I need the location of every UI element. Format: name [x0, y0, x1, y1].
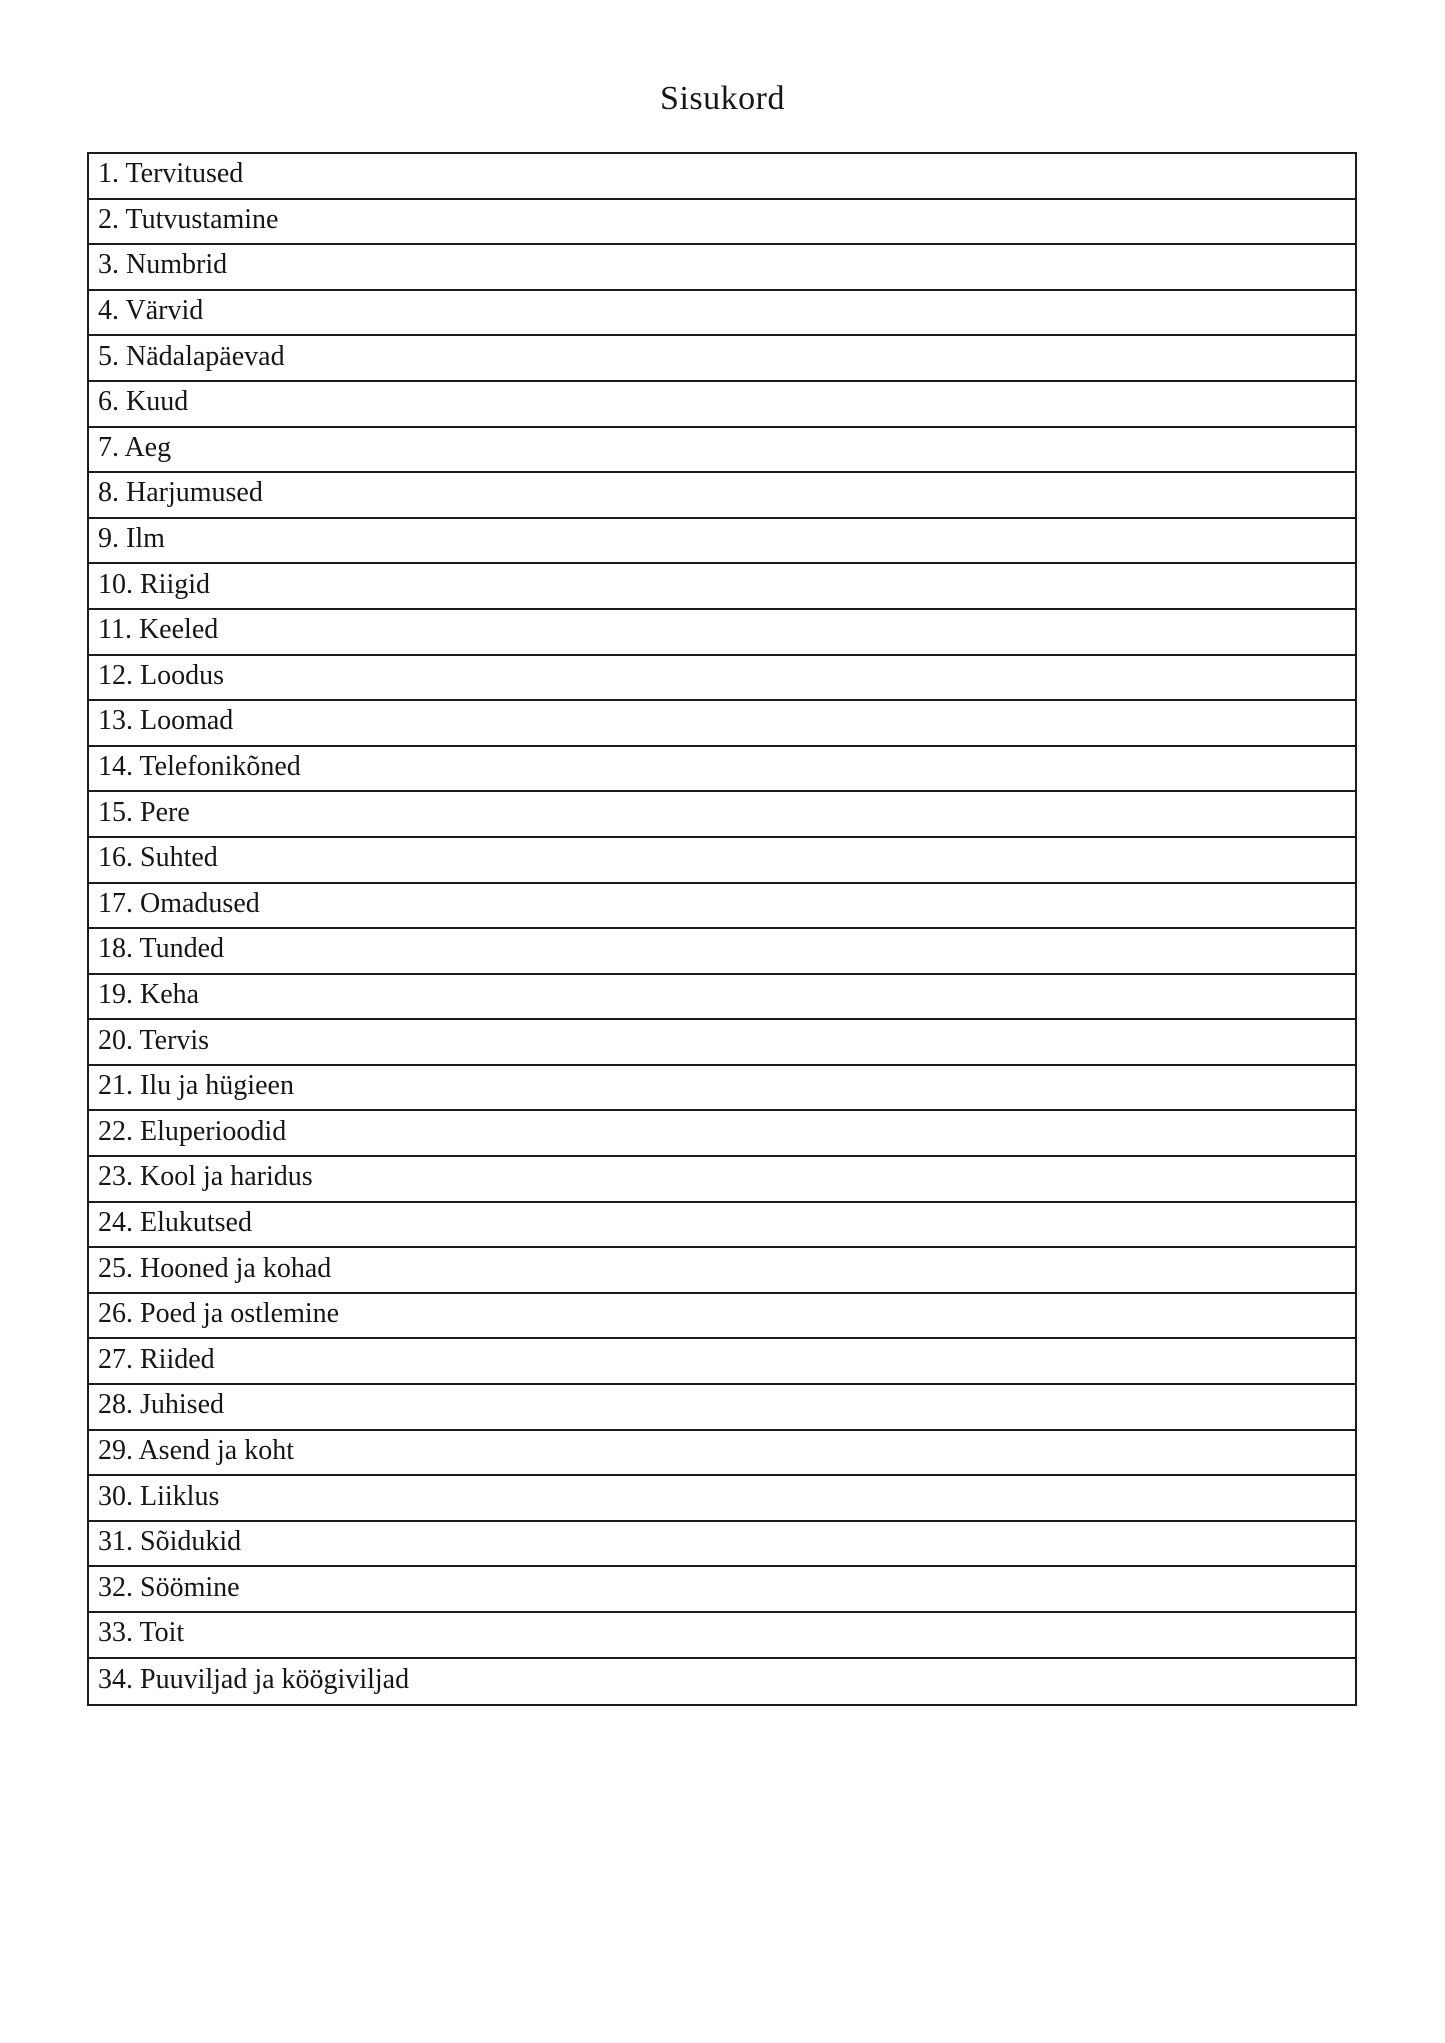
table-row	[89, 1339, 1355, 1385]
row-label: 25. Hooned ja kohad	[98, 1252, 332, 1284]
row-label: 8. Harjumused	[98, 477, 263, 509]
table-row	[89, 1567, 1355, 1613]
row-label: 11. Keeled	[98, 614, 219, 646]
table-row	[89, 291, 1355, 337]
table-row	[89, 1020, 1355, 1066]
table-row	[89, 747, 1355, 793]
table-row	[89, 473, 1355, 519]
row-label: 13. Loomad	[98, 705, 234, 737]
row-label: 6. Kuud	[98, 386, 189, 418]
table-row	[89, 1111, 1355, 1157]
row-label: 26. Poed ja ostlemine	[98, 1298, 340, 1330]
table-row	[89, 200, 1355, 246]
table-row	[89, 929, 1355, 975]
row-label: 1. Tervitused	[98, 158, 244, 190]
row-label: 5. Nädalapäevad	[98, 340, 285, 372]
table-row	[89, 336, 1355, 382]
row-label: 31. Sõidukid	[98, 1526, 242, 1558]
row-label: 28. Juhised	[98, 1389, 224, 1421]
row-label: 24. Elukutsed	[98, 1206, 252, 1238]
table-row	[89, 792, 1355, 838]
table-row	[89, 1294, 1355, 1340]
row-label: 18. Tunded	[98, 933, 225, 965]
row-label: 22. Eluperioodid	[98, 1115, 287, 1147]
row-label: 14. Telefonikõned	[98, 751, 301, 783]
table-row	[89, 1431, 1355, 1477]
table-row	[89, 1613, 1355, 1659]
row-label: 17. Omadused	[98, 887, 260, 919]
table-row	[89, 610, 1355, 656]
table-row	[89, 1659, 1355, 1705]
row-label: 16. Suhted	[98, 842, 218, 874]
table-row	[89, 1248, 1355, 1294]
row-label: 23. Kool ja haridus	[98, 1161, 313, 1193]
table-row	[89, 975, 1355, 1021]
row-label: 15. Pere	[98, 796, 190, 828]
row-label: 12. Loodus	[98, 659, 224, 691]
table-row	[89, 701, 1355, 747]
row-label: 29. Asend ja koht	[98, 1434, 294, 1466]
row-label: 27. Riided	[98, 1343, 215, 1375]
table-row	[89, 1476, 1355, 1522]
row-label: 34. Puuviljad ja köögiviljad	[98, 1663, 410, 1695]
row-label: 20. Tervis	[98, 1024, 210, 1056]
table-row	[89, 1522, 1355, 1568]
table-row	[89, 1385, 1355, 1431]
page-title: Sisukord	[660, 80, 785, 117]
row-label: 10. Riigid	[98, 568, 211, 600]
table-row	[89, 1203, 1355, 1249]
table-row	[89, 1157, 1355, 1203]
row-label: 21. Ilu ja hügieen	[98, 1070, 294, 1102]
row-label: 32. Söömine	[98, 1571, 240, 1603]
table-row	[89, 884, 1355, 930]
table-row	[89, 428, 1355, 474]
table-row	[89, 245, 1355, 291]
row-label: 33. Toit	[98, 1617, 185, 1649]
row-label: 4. Värvid	[98, 295, 204, 327]
table-row	[89, 519, 1355, 565]
toc-table	[87, 152, 1357, 1706]
table-row	[89, 154, 1355, 200]
table-row	[89, 382, 1355, 428]
table-row	[89, 1066, 1355, 1112]
table-row	[89, 656, 1355, 702]
table-row	[89, 564, 1355, 610]
row-label: 30. Liiklus	[98, 1480, 220, 1512]
row-label: 9. Ilm	[98, 523, 165, 555]
row-label: 2. Tutvustamine	[98, 203, 279, 235]
row-label: 7. Aeg	[98, 431, 172, 463]
row-label: 3. Numbrid	[98, 249, 228, 281]
row-label: 19. Keha	[98, 978, 200, 1010]
table-row	[89, 838, 1355, 884]
